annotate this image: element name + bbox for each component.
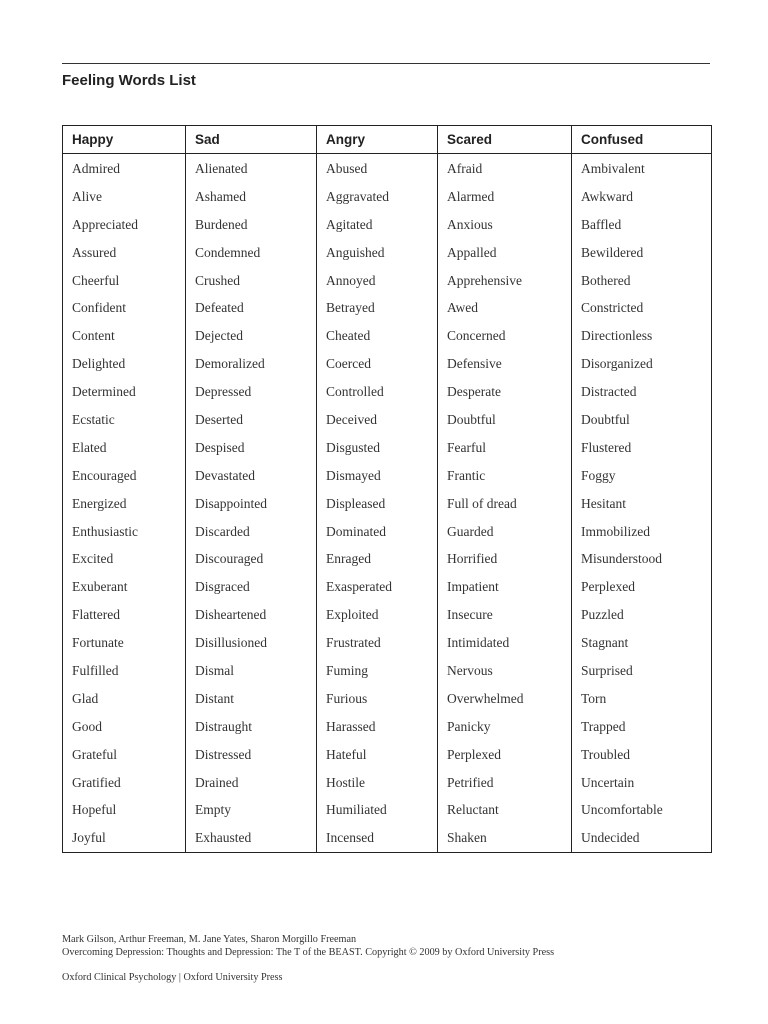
table-row xyxy=(63,183,712,211)
word-cell: Good xyxy=(63,713,186,741)
word-cell: Concerned xyxy=(438,322,572,350)
word-cell: Agitated xyxy=(317,211,438,239)
word-cell: Dismayed xyxy=(317,462,438,490)
word-cell: Confident xyxy=(63,294,186,322)
word-cell: Defensive xyxy=(438,350,572,378)
word-cell: Discouraged xyxy=(186,545,317,573)
word-cell: Uncertain xyxy=(572,769,712,797)
word-cell: Petrified xyxy=(438,769,572,797)
word-cell: Constricted xyxy=(572,294,712,322)
word-cell: Distressed xyxy=(186,741,317,769)
word-cell: Afraid xyxy=(438,154,572,183)
word-cell: Coerced xyxy=(317,350,438,378)
word-cell: Aggravated xyxy=(317,183,438,211)
column-header-angry: Angry xyxy=(317,126,438,154)
word-cell: Reluctant xyxy=(438,796,572,824)
table-row xyxy=(63,601,712,629)
word-cell: Bothered xyxy=(572,267,712,295)
table-row xyxy=(63,350,712,378)
word-cell: Humiliated xyxy=(317,796,438,824)
word-cell: Fulfilled xyxy=(63,657,186,685)
word-cell: Frustrated xyxy=(317,629,438,657)
footer-series: Oxford Clinical Psychology | Oxford University Press xyxy=(62,972,283,983)
word-cell: Frantic xyxy=(438,462,572,490)
word-cell: Crushed xyxy=(186,267,317,295)
word-cell: Exuberant xyxy=(63,573,186,601)
word-cell: Nervous xyxy=(438,657,572,685)
word-cell: Doubtful xyxy=(438,406,572,434)
word-cell: Panicky xyxy=(438,713,572,741)
word-cell: Betrayed xyxy=(317,294,438,322)
table-row xyxy=(63,685,712,713)
word-cell: Appreciated xyxy=(63,211,186,239)
word-cell: Fortunate xyxy=(63,629,186,657)
table-row xyxy=(63,239,712,267)
word-cell: Horrified xyxy=(438,545,572,573)
word-cell: Enraged xyxy=(317,545,438,573)
table-row xyxy=(63,545,712,573)
word-cell: Surprised xyxy=(572,657,712,685)
word-cell: Apprehensive xyxy=(438,267,572,295)
table-row xyxy=(63,518,712,546)
word-cell: Flustered xyxy=(572,434,712,462)
word-cell: Distraught xyxy=(186,713,317,741)
word-cell: Puzzled xyxy=(572,601,712,629)
table-row xyxy=(63,211,712,239)
word-cell: Disgraced xyxy=(186,573,317,601)
word-cell: Stagnant xyxy=(572,629,712,657)
word-cell: Guarded xyxy=(438,518,572,546)
word-cell: Deserted xyxy=(186,406,317,434)
word-cell: Abused xyxy=(317,154,438,183)
word-cell: Delighted xyxy=(63,350,186,378)
word-cell: Energized xyxy=(63,490,186,518)
word-cell: Condemned xyxy=(186,239,317,267)
word-cell: Bewildered xyxy=(572,239,712,267)
table-row xyxy=(63,378,712,406)
word-cell: Troubled xyxy=(572,741,712,769)
word-cell: Immobilized xyxy=(572,518,712,546)
word-cell: Trapped xyxy=(572,713,712,741)
table-row xyxy=(63,769,712,797)
word-cell: Awkward xyxy=(572,183,712,211)
word-cell: Discarded xyxy=(186,518,317,546)
word-cell: Awed xyxy=(438,294,572,322)
word-cell: Deceived xyxy=(317,406,438,434)
table-row xyxy=(63,322,712,350)
word-cell: Despised xyxy=(186,434,317,462)
word-cell: Assured xyxy=(63,239,186,267)
footer-citation: Overcoming Depression: Thoughts and Depression: The T of the BEAST. Copyright © 2009 by Oxford University Press xyxy=(62,947,555,958)
word-cell: Demoralized xyxy=(186,350,317,378)
word-cell: Annoyed xyxy=(317,267,438,295)
word-cell: Exhausted xyxy=(186,824,317,852)
table-row xyxy=(63,154,712,183)
word-cell: Grateful xyxy=(63,741,186,769)
word-cell: Fearful xyxy=(438,434,572,462)
table-row xyxy=(63,824,712,852)
word-cell: Alienated xyxy=(186,154,317,183)
word-cell: Anguished xyxy=(317,239,438,267)
column-header-sad: Sad xyxy=(186,126,317,154)
word-cell: Glad xyxy=(63,685,186,713)
word-cell: Hopeful xyxy=(63,796,186,824)
word-cell: Shaken xyxy=(438,824,572,852)
table-row xyxy=(63,294,712,322)
word-cell: Cheerful xyxy=(63,267,186,295)
top-rule xyxy=(62,63,710,64)
table-row xyxy=(63,573,712,601)
word-cell: Hesitant xyxy=(572,490,712,518)
word-cell: Perplexed xyxy=(438,741,572,769)
word-cell: Drained xyxy=(186,769,317,797)
word-cell: Alarmed xyxy=(438,183,572,211)
word-cell: Distant xyxy=(186,685,317,713)
word-cell: Encouraged xyxy=(63,462,186,490)
word-cell: Full of dread xyxy=(438,490,572,518)
word-cell: Disappointed xyxy=(186,490,317,518)
word-cell: Torn xyxy=(572,685,712,713)
word-cell: Fuming xyxy=(317,657,438,685)
word-cell: Ambivalent xyxy=(572,154,712,183)
table-row xyxy=(63,490,712,518)
word-cell: Disgusted xyxy=(317,434,438,462)
word-cell: Content xyxy=(63,322,186,350)
word-cell: Harassed xyxy=(317,713,438,741)
word-cell: Overwhelmed xyxy=(438,685,572,713)
word-cell: Exploited xyxy=(317,601,438,629)
word-cell: Doubtful xyxy=(572,406,712,434)
table-row xyxy=(63,267,712,295)
word-cell: Uncomfortable xyxy=(572,796,712,824)
feeling-words-table xyxy=(62,125,712,853)
word-cell: Desperate xyxy=(438,378,572,406)
word-cell: Joyful xyxy=(63,824,186,852)
word-cell: Disheartened xyxy=(186,601,317,629)
word-cell: Depressed xyxy=(186,378,317,406)
word-cell: Misunderstood xyxy=(572,545,712,573)
word-cell: Disorganized xyxy=(572,350,712,378)
word-cell: Impatient xyxy=(438,573,572,601)
word-cell: Directionless xyxy=(572,322,712,350)
word-cell: Burdened xyxy=(186,211,317,239)
word-cell: Admired xyxy=(63,154,186,183)
word-cell: Cheated xyxy=(317,322,438,350)
word-cell: Dominated xyxy=(317,518,438,546)
page-title: Feeling Words List xyxy=(62,72,196,89)
table-row xyxy=(63,741,712,769)
table-row xyxy=(63,713,712,741)
table-row xyxy=(63,629,712,657)
table-header-row xyxy=(63,126,712,154)
word-cell: Perplexed xyxy=(572,573,712,601)
word-cell: Displeased xyxy=(317,490,438,518)
word-cell: Excited xyxy=(63,545,186,573)
word-cell: Controlled xyxy=(317,378,438,406)
word-cell: Devastated xyxy=(186,462,317,490)
word-cell: Foggy xyxy=(572,462,712,490)
word-cell: Hateful xyxy=(317,741,438,769)
table-row xyxy=(63,434,712,462)
word-cell: Intimidated xyxy=(438,629,572,657)
word-cell: Undecided xyxy=(572,824,712,852)
word-cell: Ecstatic xyxy=(63,406,186,434)
word-cell: Distracted xyxy=(572,378,712,406)
word-cell: Baffled xyxy=(572,211,712,239)
word-cell: Defeated xyxy=(186,294,317,322)
table-row xyxy=(63,406,712,434)
word-cell: Hostile xyxy=(317,769,438,797)
word-cell: Dejected xyxy=(186,322,317,350)
column-header-happy: Happy xyxy=(63,126,186,154)
column-header-scared: Scared xyxy=(438,126,572,154)
table-body xyxy=(63,154,712,853)
table-row xyxy=(63,657,712,685)
word-cell: Insecure xyxy=(438,601,572,629)
word-cell: Flattered xyxy=(63,601,186,629)
word-cell: Ashamed xyxy=(186,183,317,211)
word-cell: Dismal xyxy=(186,657,317,685)
word-cell: Determined xyxy=(63,378,186,406)
footer-authors: Mark Gilson, Arthur Freeman, M. Jane Yates, Sharon Morgillo Freeman xyxy=(62,934,357,945)
word-cell: Enthusiastic xyxy=(63,518,186,546)
word-cell: Disillusioned xyxy=(186,629,317,657)
word-cell: Gratified xyxy=(63,769,186,797)
word-cell: Furious xyxy=(317,685,438,713)
word-cell: Appalled xyxy=(438,239,572,267)
column-header-confused: Confused xyxy=(572,126,712,154)
table-row xyxy=(63,796,712,824)
word-cell: Exasperated xyxy=(317,573,438,601)
word-cell: Elated xyxy=(63,434,186,462)
word-cell: Anxious xyxy=(438,211,572,239)
word-cell: Empty xyxy=(186,796,317,824)
table-row xyxy=(63,462,712,490)
word-cell: Alive xyxy=(63,183,186,211)
word-cell: Incensed xyxy=(317,824,438,852)
